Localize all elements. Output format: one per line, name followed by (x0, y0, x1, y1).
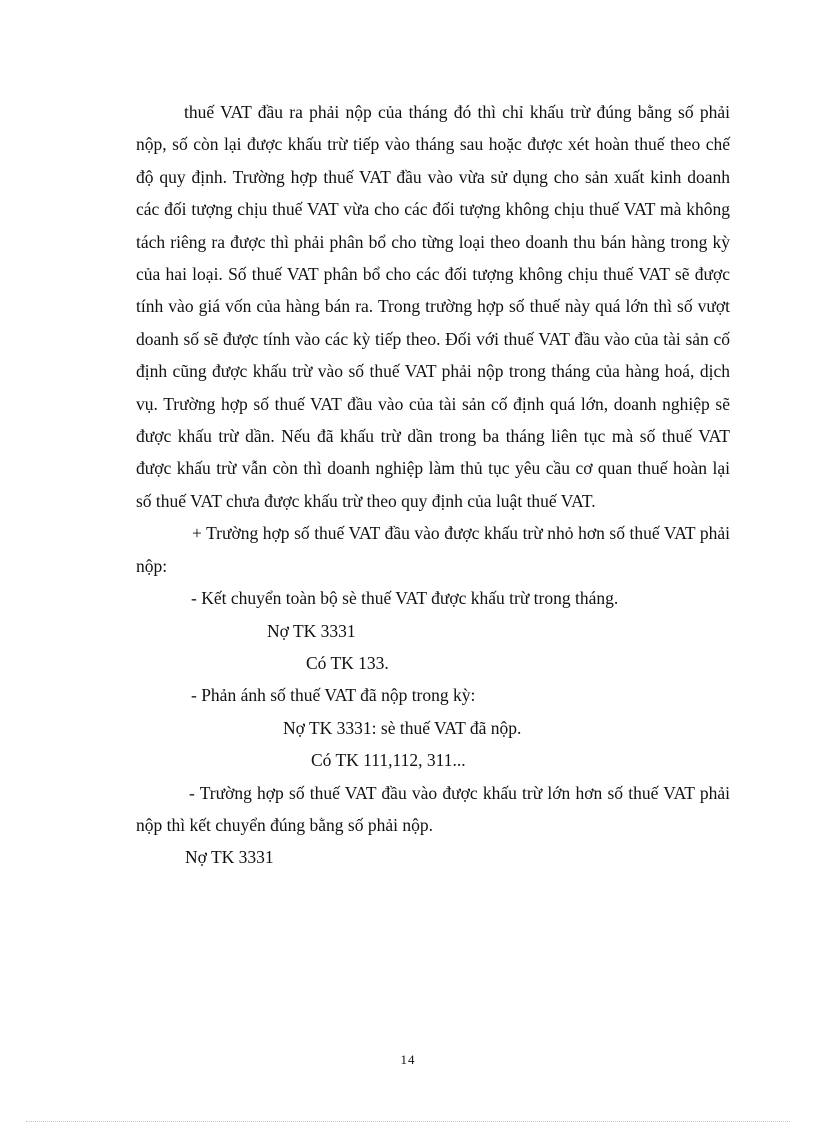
page-number: 14 (400, 1052, 416, 1067)
paragraph-transfer-all: - Kết chuyển toàn bộ sè thuế VAT được khấu trừ trong tháng. (191, 588, 619, 609)
paragraph-vat-deduction: thuế VAT đầu ra phải nộp của tháng đó thì chỉ khấu trừ đúng bằng số phải nộp, số còn lại được khấu trừ tiếp vào tháng sau hoặc được xét hoàn thuế theo chế độ quy định. Trường hợp thuế VAT đầu vào vừa sử dụng cho sản xuất kinh doanh các đối tượng chịu thuế VAT vừa cho các đối tượng không chịu thuế VAT mà không tách riêng ra được thì phải phân bổ cho từng loại theo doanh thu bán hàng trong kỳ của hai loại. Số thuế VAT phân bổ cho các đối tượng không chịu thuế VAT sẽ được tính vào giá vốn của hàng bán ra. Trong trường hợp số thuế này quá lớn thì số vượt doanh số sẽ được tính vào các kỳ tiếp theo. Đối với thuế VAT đầu vào của tài sản cố định cũng được khấu trừ vào số thuế VAT phải nộp trong tháng của hàng hoá, dịch vụ. Trường hợp số thuế VAT đầu vào của tài sản cố định quá lớn, doanh nghiệp sẽ được khấu trừ dần. Nếu đã khấu trừ dần trong ba tháng liên tục mà số thuế VAT được khấu trừ vẫn còn thì doanh nghiệp làm thủ tục yêu cầu cơ quan thuế hoàn lại số thuế VAT chưa được khấu trừ theo quy định của luật thuế VAT. (136, 102, 730, 511)
journal-entry-1-credit: Có TK 133. (306, 652, 389, 673)
journal-entry-1-debit: Nợ TK 3331 (267, 620, 356, 641)
journal-entry-2-credit: Có TK 111,112, 311... (311, 750, 466, 771)
journal-entry-3-debit: Nợ TK 3331 (185, 847, 274, 868)
paragraph-paid-tax: - Phản ánh số thuế VAT đã nộp trong kỳ: (191, 685, 476, 706)
paragraph-case-larger: - Trường hợp số thuế VAT đầu vào được khấu trừ lớn hơn số thuế VAT phải nộp thì kết chuyển đúng bằng số phải nộp. (136, 782, 730, 835)
journal-entry-2-debit: Nợ TK 3331: sè thuế VAT đã nộp. (283, 717, 522, 738)
page-content (136, 96, 730, 874)
paragraph-case-smaller: + Trường hợp số thuế VAT đầu vào được khấu trừ nhỏ hơn số thuế VAT phải nộp: (136, 523, 730, 576)
page-bottom-divider (26, 1121, 790, 1122)
